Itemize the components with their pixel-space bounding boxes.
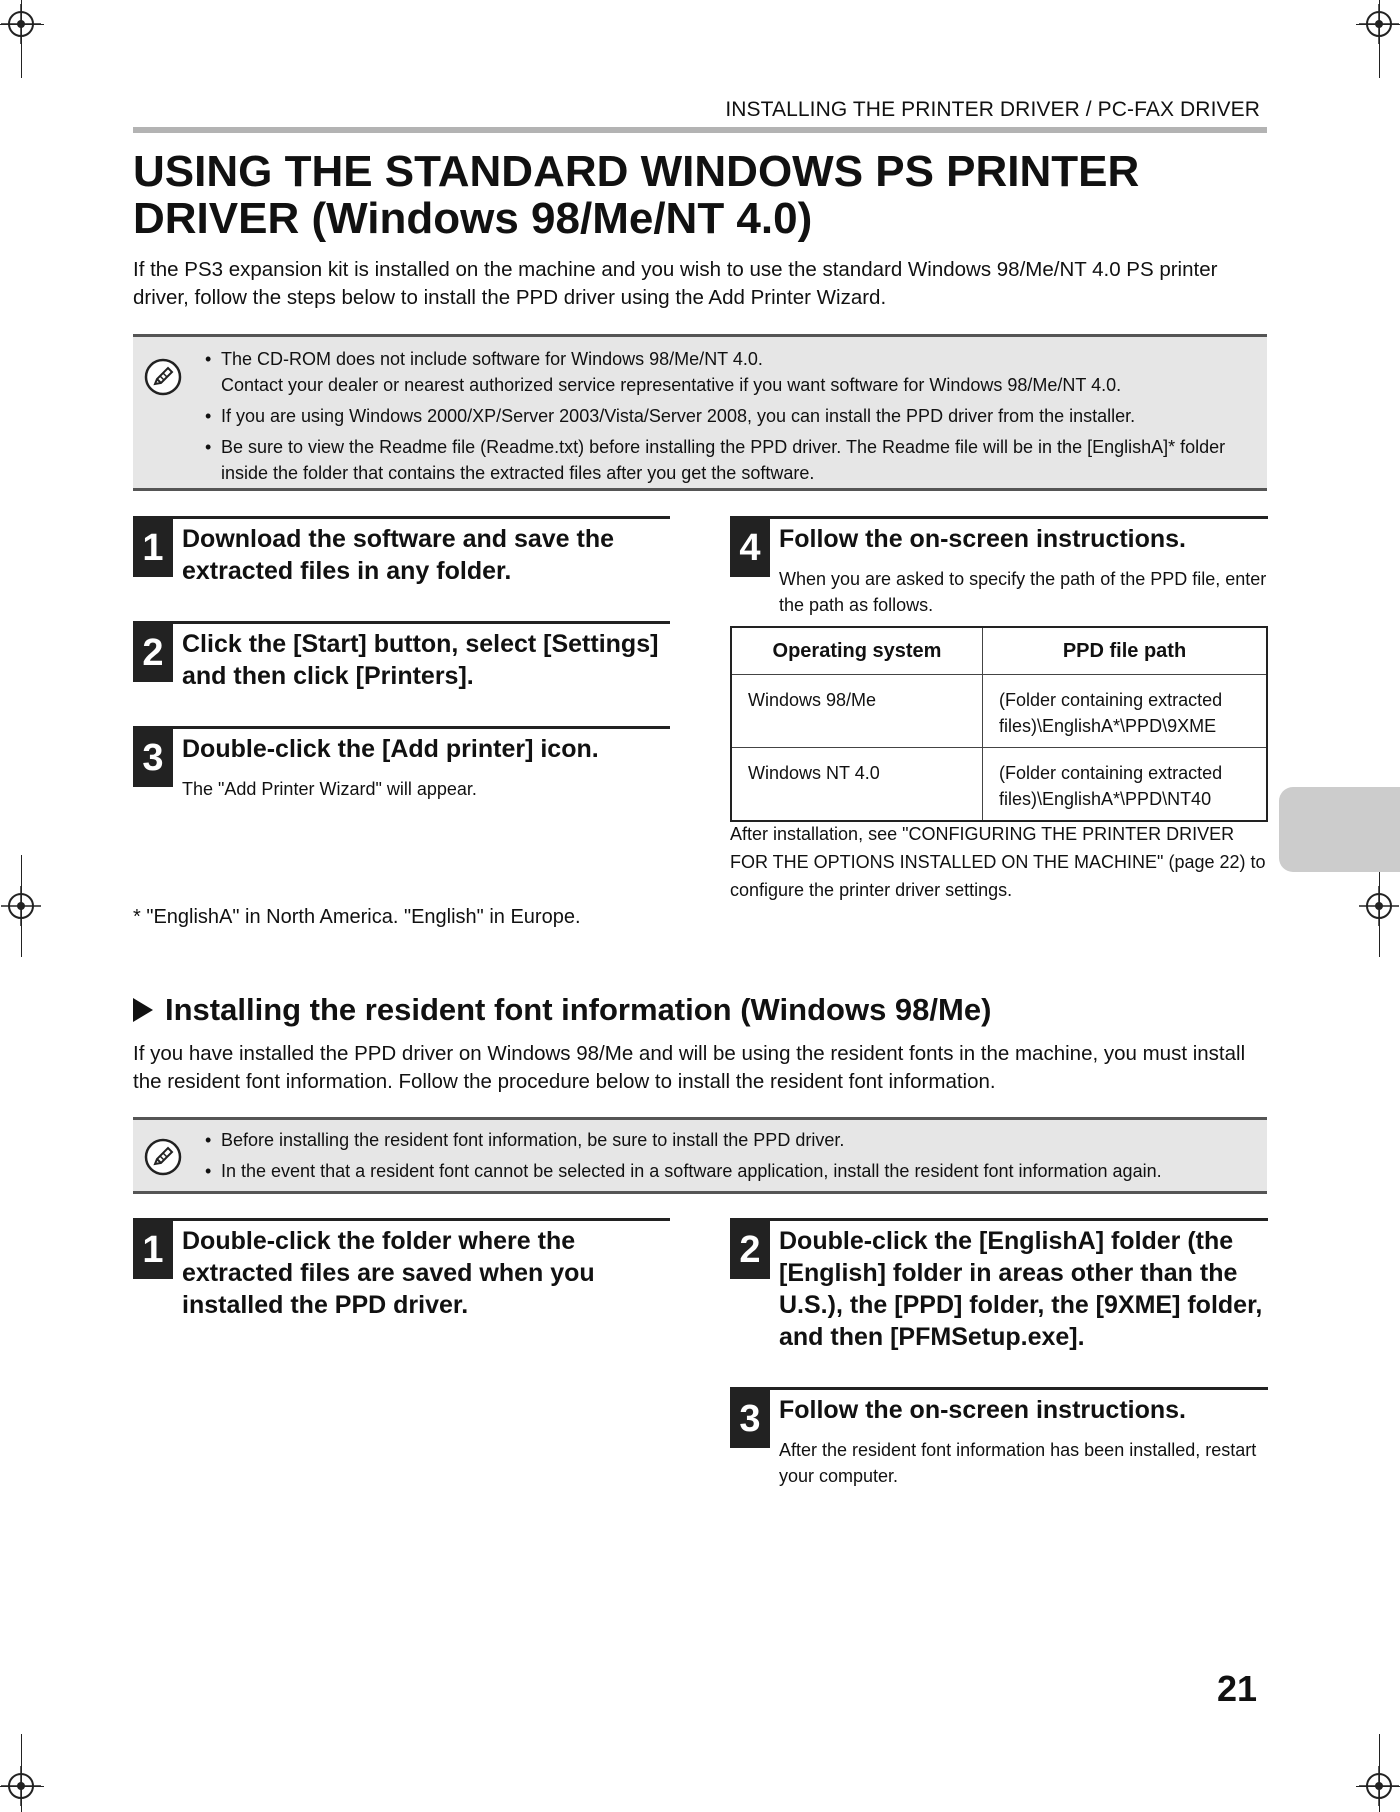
- table-header-row: [731, 627, 1267, 675]
- step-description: The "Add Printer Wizard" will appear.: [182, 779, 477, 799]
- note-item-text: If you are using Windows 2000/XP/Server 2003/Vista/Server 2008, you can install the PPD driver from the installer.: [221, 406, 1136, 426]
- step-title: Double-click the folder where the extracted files are saved when you installed the PPD driver.: [182, 1227, 595, 1319]
- registration-mark-icon: [1359, 4, 1399, 44]
- note-list: [205, 1127, 1251, 1189]
- step-2: [133, 621, 670, 701]
- note-item-text: In the event that a resident font cannot be selected in a software application, install the resident font information again.: [221, 1161, 1162, 1181]
- section-heading: [133, 990, 991, 1030]
- os-cell: Windows 98/Me: [731, 675, 983, 748]
- section-intro: If you have installed the PPD driver on Windows 98/Me and will be using the resident fonts in the machine, you must install the resident font information. Follow the procedure below to install the resident font information.: [133, 1042, 1246, 1093]
- header-rule: [133, 127, 1267, 133]
- intro-paragraph: If the PS3 expansion kit is installed on the machine and you wish to use the standard Windows 98/Me/NT 4.0 PS printer driver, follow the steps below to install the PPD driver using the Add Printer Wizard.: [133, 258, 1218, 309]
- step-title: Follow the on-screen instructions.: [779, 1396, 1186, 1424]
- section-heading-text: Installing the resident font information (Windows 98/Me): [165, 992, 992, 1027]
- page-title: [133, 148, 1267, 242]
- path-text: files)\EnglishA*\PPD\NT40: [999, 789, 1212, 809]
- note-item: [205, 1127, 1251, 1153]
- step-title: Click the [Start] button, select [Settings] and then click [Printers].: [182, 630, 659, 690]
- note-item-text: Before installing the resident font information, be sure to install the PPD driver.: [221, 1130, 845, 1150]
- step-3: [730, 1387, 1268, 1487]
- chapter-thumb-tab: [1279, 787, 1400, 872]
- step-1: [133, 1218, 670, 1338]
- page-number: 21: [1216, 1668, 1257, 1709]
- step-number: 2: [133, 624, 173, 682]
- step-description: After the resident font information has been installed, restart your computer.: [779, 1440, 1257, 1486]
- path-cell: [983, 675, 1268, 748]
- table-row: [731, 675, 1267, 748]
- registration-mark-icon: [1359, 886, 1399, 926]
- ppd-path-table: [730, 626, 1268, 822]
- step-4: [730, 516, 1268, 616]
- page-title-line1: USING THE STANDARD WINDOWS PS PRINTER: [133, 147, 1140, 196]
- step-number: 1: [133, 519, 173, 577]
- running-header: INSTALLING THE PRINTER DRIVER / PC-FAX DRIVER: [725, 98, 1260, 121]
- note-item-text: Be sure to view the Readme file (Readme.txt) before installing the PPD driver. The Readme file will be in the [EnglishA]* folder inside the folder that contains the extracted files after you get the software.: [221, 437, 1226, 483]
- pencil-note-icon: [143, 357, 183, 397]
- note-item-text: Contact your dealer or nearest authorized service representative if you want software for Windows 98/Me/NT 4.0.: [221, 375, 1122, 395]
- path-text: files)\EnglishA*\PPD\9XME: [999, 716, 1217, 736]
- note-item: [205, 346, 1251, 398]
- os-cell: Windows NT 4.0: [731, 748, 983, 822]
- note-item-text: The CD-ROM does not include software for Windows 98/Me/NT 4.0.: [221, 349, 763, 369]
- note-item: [205, 403, 1251, 429]
- step-title: Follow the on-screen instructions.: [779, 525, 1186, 553]
- note-item: [205, 1158, 1251, 1184]
- triangle-bullet-icon: [133, 998, 153, 1022]
- step-number: 4: [730, 519, 770, 577]
- step-2: [730, 1218, 1268, 1368]
- note-item: [205, 434, 1251, 486]
- pencil-note-icon: [143, 1137, 183, 1177]
- step-number: 3: [730, 1390, 770, 1448]
- note-box: [133, 334, 1267, 491]
- step-title: Double-click the [EnglishA] folder (the [English] folder in areas other than the U.S.), the [PPD] folder, the [9XME] folder, and then [PFMSetup.exe].: [779, 1227, 1263, 1351]
- step-1: [133, 516, 670, 596]
- column-header-os: Operating system: [731, 627, 983, 675]
- path-text: (Folder containing extracted: [999, 763, 1223, 783]
- after-installation-text: After installation, see "CONFIGURING THE PRINTER DRIVER FOR THE OPTIONS INSTALLED ON THE MACHINE" (page 22) to configure the printer driver settings.: [730, 824, 1266, 900]
- note-list: [205, 346, 1251, 491]
- step-title: Download the software and save the extracted files in any folder.: [182, 525, 615, 585]
- step-number: 3: [133, 729, 173, 787]
- path-cell: [983, 748, 1268, 822]
- column-header-path: PPD file path: [983, 627, 1268, 675]
- registration-mark-icon: [1, 886, 41, 926]
- registration-mark-icon: [1, 1766, 41, 1806]
- registration-mark-icon: [1, 4, 41, 44]
- step-number: 2: [730, 1221, 770, 1279]
- table-row: [731, 748, 1267, 822]
- page-title-line2: DRIVER (Windows 98/Me/NT 4.0): [133, 194, 813, 243]
- registration-mark-icon: [1359, 1766, 1399, 1806]
- footnote: * "EnglishA" in North America. "English" in Europe.: [133, 906, 581, 928]
- step-title: Double-click the [Add printer] icon.: [182, 735, 599, 763]
- step-number: 1: [133, 1221, 173, 1279]
- path-text: (Folder containing extracted: [999, 690, 1223, 710]
- note-box: [133, 1117, 1267, 1194]
- step-3: [133, 726, 670, 806]
- step-description: When you are asked to specify the path of the PPD file, enter the path as follows.: [779, 569, 1267, 615]
